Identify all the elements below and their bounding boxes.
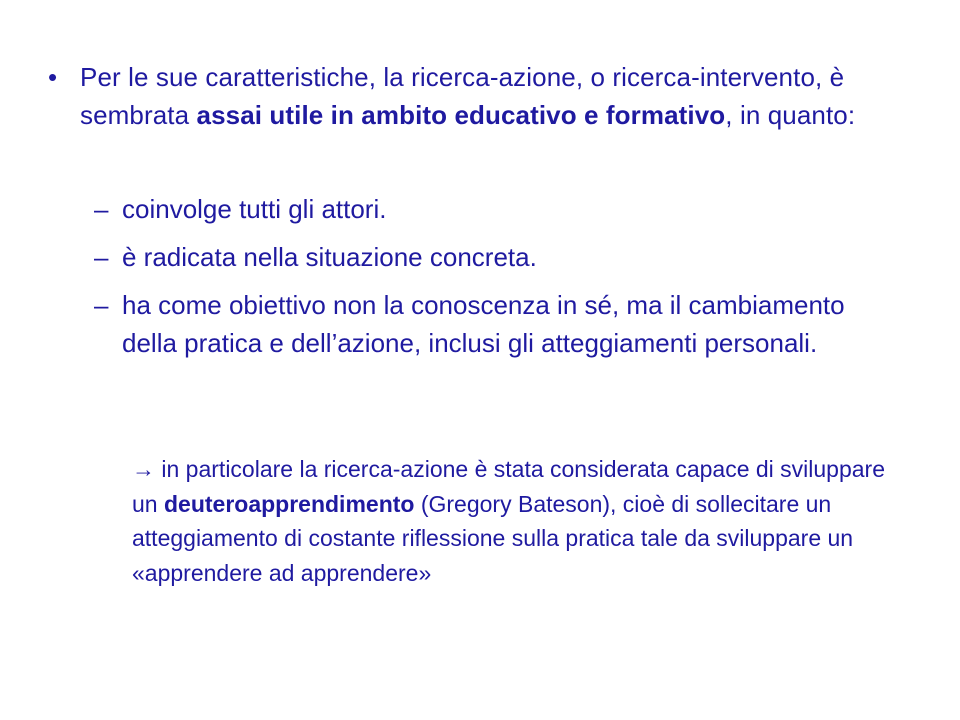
main-bullet-part1: Per le sue caratteristiche, la ricerca-azione, o ricerca-intervento, è sembrata: [80, 62, 845, 130]
bullet-marker: •: [48, 62, 58, 92]
main-bullet-part2: , in quanto:: [725, 100, 856, 130]
sub-item: [94, 190, 894, 228]
note-bold: deuteroapprendimento: [163, 490, 415, 517]
main-bullet: [48, 58, 878, 134]
note-part2: (Gregory Bateson), cioè di sollecitare un atteggiamento di costante riflessione sulla pratica tale da sviluppare un «apprendere ad apprendere»: [132, 490, 854, 586]
sub-list: [94, 190, 894, 372]
sub-item-text: ha come obiettivo non la conoscenza in sé, ma il cambiamento della pratica e dell’azione, inclusi gli atteggiamenti personali.: [122, 290, 845, 358]
dash-marker: –: [94, 194, 109, 224]
main-bullet-bold: assai utile in ambito educativo e formativo: [196, 100, 726, 130]
main-bullet-text: [80, 58, 878, 134]
sub-item-text: è radicata nella situazione concreta.: [122, 242, 537, 272]
sub-item-text: coinvolge tutti gli attori.: [122, 194, 387, 224]
sub-item: [94, 286, 894, 362]
note-part1: → in particolare la ricerca-azione è stata considerata capace di sviluppare un: [132, 456, 886, 517]
sub-item: [94, 238, 894, 276]
dash-marker: –: [94, 290, 109, 320]
note-paragraph: [132, 452, 912, 590]
dash-marker: –: [94, 242, 109, 272]
